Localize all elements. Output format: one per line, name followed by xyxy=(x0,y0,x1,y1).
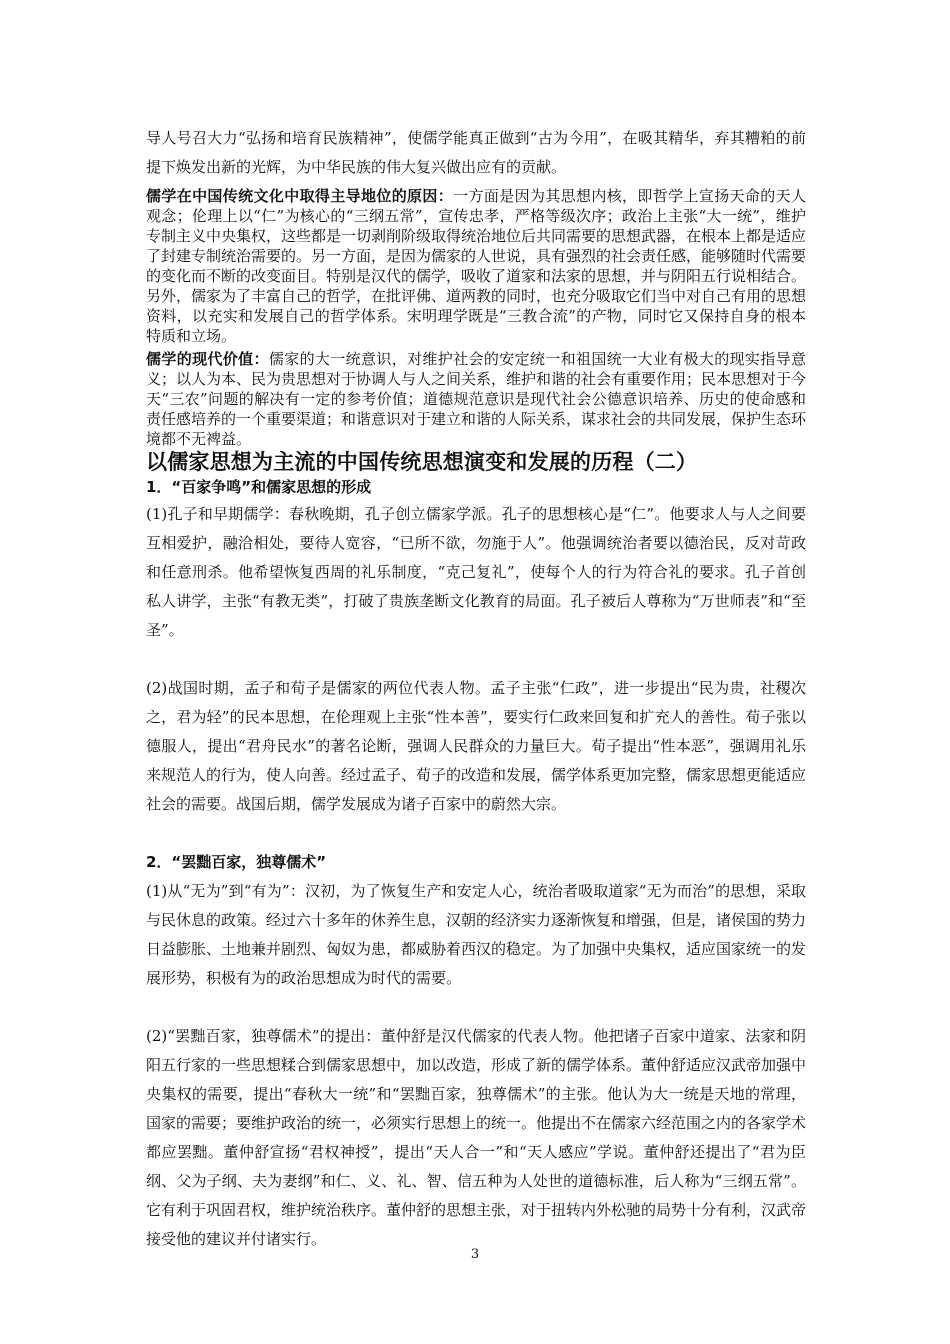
modern-value-body: 儒家的大一统意识，对维护社会的安定统一和祖国统一大业有极大的现实指导意义；以人为本、民为贵思想对于协调人与人之间关系，维护和谐的社会有重要作用；民本思想对于今天“三农”问题的解决有一定的参考价值；道德规范意识是现代社会公德意识培养、历史的使命感和责任感培养的一个重要渠道；和谐意识对于建立和谐的人际关系，谋求社会的共同发展，保护生态环境都不无裨益。 xyxy=(146,350,807,448)
modern-value-lead: 儒学的现代价值： xyxy=(146,350,269,368)
intro-paragraph: 导人号召大力“弘扬和培育民族精神”，使儒学能真正做到“古为今用”，在吸其精华，弃其糟粕的前提下焕发出新的光辉，为中华民族的伟大复兴做出应有的贡献。 xyxy=(146,129,806,176)
part2-paragraph-2: (2)“罢黜百家，独尊儒术”的提出：董仲舒是汉代儒家的代表人物。他把诸子百家中道家、法家和阴阳五行家的一些思想糅合到儒家思想中，加以改造，形成了新的儒学体系。董仲舒适应汉武帝加强中央集权的需要，提出“春秋大一统”和“罢黜百家，独尊儒术”的主张。他认为大一统是天地的常理，国家的需要；要维护政治的统一，必须实行思想上的统一。他提出不在儒家六经范围之内的各家学术都应罢黜。董仲舒宣扬“君权神授”，提出“天人合一”和“天人感应”学说。董仲舒还提出了“君为臣纲、父为子纲、夫为妻纲”和仁、义、礼、智、信五种为人处世的道德标准，后人称为“三纲五常”。它有利于巩固君权，维护统治秩序。董仲舒的思想主张，对于扭转内外松驰的局势十分有利，汉武帝接受他的建议并付诸实行。 xyxy=(146,1027,807,1248)
part1-heading: 1．“百家争鸣”和儒家思想的形成 xyxy=(146,478,372,496)
dominance-paragraph xyxy=(146,186,806,346)
blank-line xyxy=(146,819,806,848)
blank-line xyxy=(146,993,806,1022)
page-content xyxy=(146,124,806,1254)
part1-paragraph-1: (1)孔子和早期儒学：春秋晚期，孔子创立儒家学派。孔子的思想核心是“仁”。他要求人与人之间要互相爱护，融洽相处，要待人宽容，“已所不欲，勿施于人”。他强调统治者要以德治民，反对苛政和任意刑杀。他希望恢复西周的礼乐制度，“克己复礼”，使每个人的行为符合礼的要求。孔子首创私人讲学，主张“有教无类”，打破了贵族垄断文化教育的局面。孔子被后人尊称为“万世师表”和“至圣”。 xyxy=(146,505,806,639)
part2-paragraph-1: (1)从“无为”到“有为”：汉初，为了恢复生产和安定人心，统治者吸取道家“无为而治”的思想，采取与民休息的政策。经过六十多年的休养生息，汉朝的经济实力逐渐恢复和增强，但是，诸侯国的势力日益膨胀、土地兼并剧烈、匈奴为患，都威胁着西汉的稳定。为了加强中央集权，适应国家统一的发展形势，积极有为的政治思想成为时代的需要。 xyxy=(146,882,807,987)
dominance-body: 一方面是因为其思想内核，即哲学上宣扬天命的天人观念；伦理上以“仁”为核心的“三纲五常”，宣传忠孝，严格等级次序；政治上主张“大一统”，维护专制主义中央集权，这些都是一切剥削阶级取得统治地位后共同需要的思想武器，在根本上都是适应了封建专制统治需要的。另一方面，是因为儒家的人世说，具有强烈的社会责任感，能够随时代需要的变化而不断的改变面目。特别是汉代的儒学，吸收了道家和法家的思想，并与阴阳五行说相结合。另外，儒家为了丰富自己的哲学，在批评佛、道两教的同时，也充分吸取它们当中对自己有用的思想资料，以充实和发展自己的哲学体系。宋明理学既是“三教合流”的产物，同时它又保持自身的根本特质和立场。 xyxy=(146,187,807,345)
section-title: 以儒家思想为主流的中国传统思想演变和发展的历程（二） xyxy=(146,450,698,474)
page-number: 3 xyxy=(470,1247,480,1262)
blank-line xyxy=(146,645,806,674)
dominance-lead: 儒学在中国传统文化中取得主导地位的原因： xyxy=(146,187,454,205)
part2-heading: 2．“罢黜百家，独尊儒术” xyxy=(146,853,327,871)
modern-value-paragraph xyxy=(146,349,806,449)
part1-paragraph-2: (2)战国时期，孟子和荀子是儒家的两位代表人物。孟子主张“仁政”，进一步提出“民为贵，社稷次之，君为轻”的民本思想，在伦理观上主张“性本善”，要实行仁政来回复和扩充人的善性。荀子张以德服人，提出“君舟民水”的著名论断，强调人民群众的力量巨大。荀子提出“性本恶”，强调用礼乐来规范人的行为，使人向善。经过孟子、荀子的改造和发展，儒学体系更加完整，儒家思想更能适应社会的需要。战国后期，儒学发展成为诸子百家中的蔚然大宗。 xyxy=(146,679,807,813)
